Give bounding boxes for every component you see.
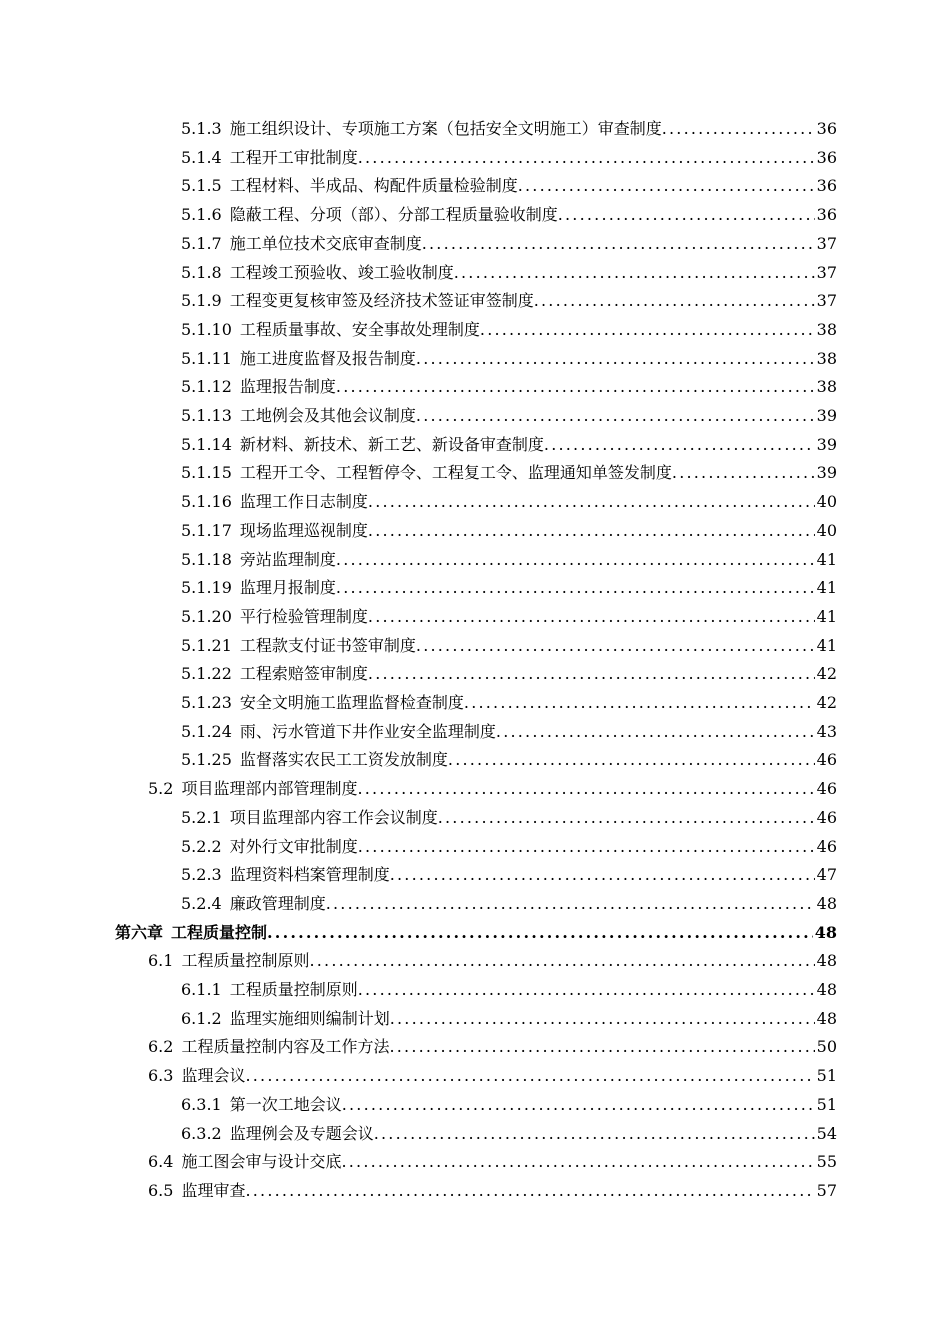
- toc-subsection-entry[interactable]: [181, 402, 837, 430]
- toc-entry-title: 监理审查: [181, 1180, 246, 1200]
- toc-entry-title: 旁站监理制度: [239, 549, 336, 569]
- toc-entry-title: 工地例会及其他会议制度: [239, 406, 416, 425]
- toc-entry-title: 工程质量控制原则: [229, 980, 358, 999]
- toc-entry-title: 工程质量控制内容及工作方法: [181, 1037, 390, 1057]
- toc-section-entry[interactable]: [148, 1062, 837, 1090]
- toc-entry-number: 5.1.3: [181, 119, 222, 138]
- toc-entry-page-number: 36: [816, 147, 837, 167]
- toc-entry-page-number: 37: [816, 262, 837, 282]
- toc-entry-title: 新材料、新技术、新工艺、新设备审查制度: [239, 434, 544, 454]
- toc-section-entry[interactable]: [148, 947, 837, 975]
- toc-entry-number: 5.1.25: [181, 750, 232, 770]
- toc-entry-number: 5.1.6: [181, 205, 222, 225]
- toc-entry-title: 工程质量控制原则: [181, 951, 310, 971]
- toc-subsection-entry[interactable]: [181, 1120, 837, 1148]
- toc-entry-page-number: 57: [816, 1180, 837, 1200]
- toc-entry-number: 5.1.10: [181, 319, 232, 339]
- toc-entry-number: 5.2: [148, 779, 174, 799]
- toc-entry-page-number: 38: [816, 377, 837, 397]
- toc-dot-leader: [341, 1148, 814, 1176]
- toc-entry-number: 5.1.5: [181, 176, 222, 196]
- toc-dot-leader: [336, 373, 815, 401]
- toc-subsection-entry[interactable]: [181, 488, 837, 516]
- toc-entry-title: 第一次工地会议: [229, 1094, 342, 1114]
- toc-entry-title: 施工进度监督及报告制度: [239, 348, 416, 368]
- toc-entry-number: 5.1.12: [181, 377, 232, 397]
- toc-entry-title: 现场监理巡视制度: [239, 520, 368, 540]
- toc-subsection-entry[interactable]: [181, 976, 837, 1004]
- toc-dot-leader: [534, 287, 815, 315]
- toc-entry-page-number: 40: [816, 492, 837, 512]
- toc-entry-number: 5.1.13: [181, 406, 232, 425]
- toc-subsection-entry[interactable]: [181, 172, 837, 200]
- toc-dot-leader: [544, 431, 815, 459]
- toc-entry-page-number: 48: [816, 1008, 837, 1028]
- toc-entry-title: 监理工作日志制度: [239, 492, 368, 512]
- toc-dot-leader: [374, 1120, 815, 1148]
- toc-entry-title: 监理实施细则编制计划: [229, 1008, 390, 1028]
- toc-entry-page-number: 50: [816, 1037, 837, 1057]
- toc-entry-title: 平行检验管理制度: [239, 606, 368, 626]
- toc-entry-page-number: 46: [816, 836, 837, 856]
- toc-subsection-entry[interactable]: [181, 804, 837, 832]
- toc-dot-leader: [480, 316, 815, 344]
- toc-dot-leader: [454, 259, 815, 287]
- toc-subsection-entry[interactable]: [181, 316, 837, 344]
- toc-entry-page-number: 48: [816, 951, 837, 971]
- toc-dot-leader: [416, 402, 815, 430]
- toc-dot-leader: [390, 1005, 815, 1033]
- toc-entry-page-number: 46: [816, 779, 837, 799]
- toc-subsection-entry[interactable]: [181, 1005, 837, 1033]
- toc-entry-number: 5.1.20: [181, 606, 232, 626]
- toc-section-entry[interactable]: [148, 1148, 837, 1176]
- toc-entry-number: 5.2.3: [181, 865, 222, 885]
- toc-dot-leader: [416, 632, 815, 660]
- toc-subsection-entry[interactable]: [181, 259, 837, 287]
- toc-entry-title: 安全文明施工监理监督检查制度: [239, 693, 464, 712]
- toc-entry-number: 6.2: [148, 1037, 174, 1057]
- toc-dot-leader: [245, 1062, 814, 1090]
- toc-section-entry[interactable]: [148, 1033, 837, 1061]
- toc-dot-leader: [309, 947, 814, 975]
- toc-dot-leader: [448, 746, 815, 774]
- toc-subsection-entry[interactable]: [181, 861, 837, 889]
- toc-entry-number: 5.1.18: [181, 549, 232, 569]
- toc-subsection-entry[interactable]: [181, 230, 837, 258]
- toc-entry-title: 对外行文审批制度: [229, 836, 358, 856]
- toc-dot-leader: [342, 1091, 815, 1119]
- toc-entry-page-number: 47: [816, 865, 837, 885]
- toc-entry-title: 工程变更复核审签及经济技术签证审签制度: [229, 291, 534, 311]
- toc-entry-number: 5.2.1: [181, 807, 222, 827]
- toc-entry-title: 监理资料档案管理制度: [229, 865, 390, 885]
- toc-dot-leader: [438, 804, 815, 832]
- toc-subsection-entry[interactable]: [181, 517, 837, 545]
- toc-entry-number: 6.5: [148, 1180, 174, 1200]
- toc-entry-page-number: 37: [816, 291, 837, 311]
- toc-subsection-entry[interactable]: [181, 431, 837, 459]
- toc-subsection-entry[interactable]: [181, 546, 837, 574]
- toc-dot-leader: [267, 919, 813, 947]
- toc-entry-title: 监理会议: [181, 1066, 246, 1086]
- toc-dot-leader: [389, 1033, 814, 1061]
- toc-dot-leader: [326, 890, 815, 918]
- toc-entry-page-number: 54: [816, 1123, 837, 1143]
- toc-entry-page-number: 41: [816, 635, 837, 655]
- toc-entry-title: 工程质量事故、安全事故处理制度: [239, 319, 480, 339]
- toc-entry-page-number: 48: [816, 893, 837, 913]
- toc-entry-number: 5.1.19: [181, 578, 232, 598]
- toc-entry-title: 雨、污水管道下井作业安全监理制度: [239, 721, 496, 741]
- toc-subsection-entry[interactable]: [181, 373, 837, 401]
- toc-dot-leader: [662, 115, 815, 143]
- toc-dot-leader: [368, 603, 815, 631]
- toc-entry-number: 5.1.21: [181, 635, 232, 655]
- toc-entry-page-number: 51: [816, 1066, 837, 1086]
- toc-subsection-entry[interactable]: [181, 201, 837, 229]
- toc-subsection-entry[interactable]: [181, 746, 837, 774]
- toc-subsection-entry[interactable]: [181, 144, 837, 172]
- toc-dot-leader: [358, 833, 815, 861]
- toc-dot-leader: [245, 1177, 814, 1205]
- toc-subsection-entry[interactable]: [181, 660, 837, 688]
- toc-entry-page-number: 40: [816, 520, 837, 540]
- toc-entry-title: 隐蔽工程、分项（部）、分部工程质量验收制度: [229, 205, 558, 225]
- toc-subsection-entry[interactable]: [181, 890, 837, 918]
- toc-entry-number: 5.1.17: [181, 520, 232, 540]
- toc-dot-leader: [368, 660, 815, 688]
- toc-entry-page-number: 48: [816, 980, 837, 999]
- toc-dot-leader: [357, 775, 814, 803]
- toc-entry-number: 5.1.15: [181, 463, 232, 483]
- toc-entry-page-number: 48: [814, 922, 837, 942]
- toc-entry-title: 工程款支付证书签审制度: [239, 635, 416, 655]
- toc-entry-page-number: 39: [816, 406, 837, 425]
- toc-entry-number: 5.2.2: [181, 836, 222, 856]
- toc-section-entry[interactable]: [148, 1177, 837, 1205]
- toc-dot-leader: [336, 546, 815, 574]
- toc-dot-leader: [464, 689, 815, 717]
- toc-entry-page-number: 37: [816, 233, 837, 253]
- toc-entry-title: 工程索赔签审制度: [239, 664, 368, 684]
- toc-entry-number: 5.1.11: [181, 348, 232, 368]
- toc-entry-number: 6.3.2: [181, 1123, 222, 1143]
- toc-entry-title: 监理报告制度: [239, 377, 336, 397]
- toc-entry-title: 工程质量控制: [171, 922, 268, 942]
- toc-entry-number: 第六章: [115, 922, 164, 942]
- toc-subsection-entry[interactable]: [181, 345, 837, 373]
- toc-entry-page-number: 36: [816, 205, 837, 225]
- toc-entry-number: 6.4: [148, 1152, 174, 1172]
- toc-chapter-entry[interactable]: [115, 919, 837, 947]
- toc-dot-leader: [358, 144, 815, 172]
- toc-dot-leader: [390, 861, 815, 889]
- toc-entry-page-number: 39: [816, 434, 837, 454]
- toc-subsection-entry[interactable]: [181, 574, 837, 602]
- toc-entry-page-number: 36: [816, 176, 837, 196]
- toc-subsection-entry[interactable]: [181, 459, 837, 487]
- toc-entry-title: 项目监理部内容工作会议制度: [229, 807, 438, 827]
- toc-entry-title: 施工组织设计、专项施工方案（包括安全文明施工）审查制度: [229, 119, 662, 138]
- toc-entry-title: 施工图会审与设计交底: [181, 1152, 342, 1172]
- toc-entry-title: 监理例会及专题会议: [229, 1123, 374, 1143]
- toc-entry-number: 5.2.4: [181, 893, 222, 913]
- toc-subsection-entry[interactable]: [181, 689, 837, 717]
- toc-subsection-entry[interactable]: [181, 115, 837, 143]
- toc-entry-title: 工程材料、半成品、构配件质量检验制度: [229, 176, 518, 196]
- toc-entry-title: 工程竣工预验收、竣工验收制度: [229, 262, 454, 282]
- toc-subsection-entry[interactable]: [181, 603, 837, 631]
- toc-dot-leader: [672, 459, 815, 487]
- toc-entry-page-number: 46: [816, 807, 837, 827]
- toc-entry-page-number: 46: [816, 750, 837, 770]
- toc-dot-leader: [558, 201, 815, 229]
- toc-subsection-entry[interactable]: [181, 718, 837, 746]
- toc-entry-number: 5.1.9: [181, 291, 222, 311]
- toc-entry-number: 6.3: [148, 1066, 174, 1086]
- toc-entry-number: 6.1.2: [181, 1008, 222, 1028]
- toc-entry-number: 6.1.1: [181, 980, 222, 999]
- toc-entry-number: 5.1.23: [181, 693, 232, 712]
- toc-entry-page-number: 41: [816, 578, 837, 598]
- toc-subsection-entry[interactable]: [181, 287, 837, 315]
- toc-entry-page-number: 51: [816, 1094, 837, 1114]
- toc-dot-leader: [358, 976, 815, 1004]
- toc-entry-page-number: 43: [816, 721, 837, 741]
- toc-dot-leader: [416, 345, 815, 373]
- toc-entry-page-number: 42: [816, 693, 837, 712]
- toc-entry-page-number: 41: [816, 606, 837, 626]
- toc-subsection-entry[interactable]: [181, 1091, 837, 1119]
- toc-dot-leader: [336, 574, 815, 602]
- toc-dot-leader: [368, 488, 815, 516]
- toc-entry-number: 5.1.14: [181, 434, 232, 454]
- toc-entry-number: 5.1.22: [181, 664, 232, 684]
- toc-dot-leader: [518, 172, 815, 200]
- toc-entry-page-number: 55: [816, 1152, 837, 1172]
- toc-entry-title: 施工单位技术交底审查制度: [229, 233, 422, 253]
- toc-entry-title: 工程开工审批制度: [229, 147, 358, 167]
- toc-entry-number: 5.1.8: [181, 262, 222, 282]
- toc-subsection-entry[interactable]: [181, 632, 837, 660]
- toc-entry-title: 工程开工令、工程暂停令、工程复工令、监理通知单签发制度: [239, 463, 672, 483]
- toc-entry-page-number: 41: [816, 549, 837, 569]
- toc-entry-number: 6.1: [148, 951, 174, 971]
- toc-entry-number: 5.1.24: [181, 721, 232, 741]
- toc-subsection-entry[interactable]: [181, 833, 837, 861]
- toc-entry-title: 监理月报制度: [239, 578, 336, 598]
- toc-entry-title: 廉政管理制度: [229, 893, 326, 913]
- toc-section-entry[interactable]: [148, 775, 837, 803]
- toc-dot-leader: [496, 718, 815, 746]
- toc-entry-title: 项目监理部内部管理制度: [181, 779, 358, 799]
- toc-entry-number: 6.3.1: [181, 1094, 222, 1114]
- toc-entry-number: 5.1.16: [181, 492, 232, 512]
- toc-entry-page-number: 42: [816, 664, 837, 684]
- toc-entry-page-number: 39: [816, 463, 837, 483]
- toc-entry-page-number: 38: [816, 319, 837, 339]
- toc-entry-page-number: 38: [816, 348, 837, 368]
- toc-dot-leader: [368, 517, 815, 545]
- toc-entry-page-number: 36: [816, 119, 837, 138]
- toc-entry-title: 监督落实农民工工资发放制度: [239, 750, 448, 770]
- toc-entry-number: 5.1.4: [181, 147, 222, 167]
- toc-dot-leader: [422, 230, 815, 258]
- toc-entry-number: 5.1.7: [181, 233, 222, 253]
